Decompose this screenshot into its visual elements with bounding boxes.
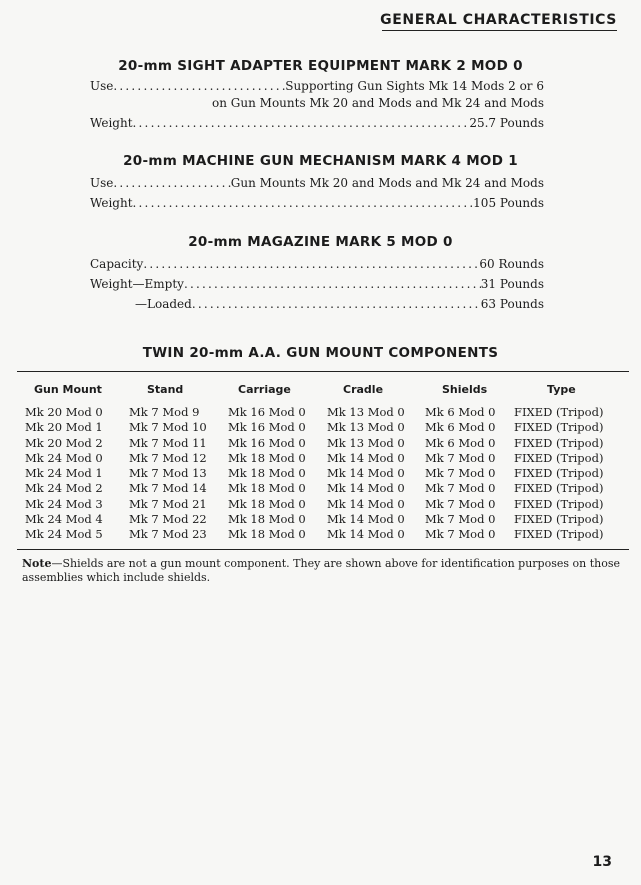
cell-gun-mount: Mk 24 Mod 1 — [25, 466, 103, 481]
table-row — [0, 527, 641, 542]
cell-type: FIXED (Tripod) — [514, 435, 604, 450]
table-rule-bottom — [17, 549, 629, 550]
cell-cradle: Mk 13 Mod 0 — [327, 405, 405, 419]
spec-value: 105 Pounds — [473, 196, 544, 210]
cell-carriage: Mk 18 Mod 0 — [228, 527, 306, 542]
table-row — [0, 451, 641, 466]
cell-gun-mount: Mk 20 Mod 0 — [25, 405, 103, 419]
cell-type: FIXED (Tripod) — [514, 527, 604, 542]
spec-value: 60 Rounds — [479, 257, 544, 271]
cell-type: FIXED (Tripod) — [514, 512, 604, 527]
leader-dots — [184, 277, 481, 291]
table-row — [0, 512, 641, 527]
cell-type: FIXED (Tripod) — [514, 420, 604, 435]
table-body — [0, 405, 641, 543]
table-rule-top — [17, 371, 629, 372]
table-title: TWIN 20-mm A.A. GUN MOUNT COMPONENTS — [142, 345, 499, 361]
cell-cradle: Mk 14 Mod 0 — [327, 481, 405, 496]
spec-label: Use — [90, 176, 114, 190]
cell-gun-mount: Mk 24 Mod 0 — [25, 450, 103, 465]
leader-dots — [143, 257, 479, 271]
cell-shields: Mk 6 Mod 0 — [425, 420, 496, 435]
header-title: GENERAL CHARACTERISTICS — [380, 12, 617, 28]
spec-value: Supporting Gun Sights Mk 14 Mods 2 or 6 — [285, 79, 544, 93]
leader-dots — [133, 196, 474, 210]
spec-label: Weight — [90, 196, 133, 210]
column-header-type: Type — [547, 383, 576, 396]
cell-gun-mount: Mk 20 Mod 1 — [25, 420, 103, 435]
spec-label: Use — [90, 79, 114, 93]
cell-cradle: Mk 14 Mod 0 — [327, 527, 405, 542]
cell-stand: Mk 7 Mod 10 — [129, 420, 207, 435]
cell-gun-mount: Mk 24 Mod 3 — [25, 496, 103, 511]
cell-type: FIXED (Tripod) — [514, 481, 604, 496]
note-text: —Shields are not a gun mount component. They are shown above for identification purposes on those assemblies which include shields. — [22, 557, 620, 584]
spec-label: Capacity — [90, 257, 144, 271]
cell-type: FIXED (Tripod) — [514, 466, 604, 481]
column-header-shields: Shields — [442, 383, 488, 396]
leader-dots — [113, 79, 285, 93]
cell-shields: Mk 7 Mod 0 — [425, 496, 496, 511]
leader-dots — [133, 116, 470, 130]
note-label: Note — [22, 557, 52, 570]
table-row — [0, 481, 641, 496]
leader-dots — [113, 176, 230, 190]
column-header-cradle: Cradle — [343, 383, 384, 396]
cell-cradle: Mk 14 Mod 0 — [327, 450, 405, 465]
cell-carriage: Mk 16 Mod 0 — [228, 405, 306, 419]
page-number: 13 — [592, 854, 612, 870]
spec-line-capacity — [90, 257, 544, 271]
spec-label: Weight — [90, 116, 133, 130]
cell-stand: Mk 7 Mod 11 — [129, 435, 207, 450]
cell-shields: Mk 7 Mod 0 — [425, 450, 496, 465]
cell-stand: Mk 7 Mod 23 — [129, 527, 207, 542]
cell-shields: Mk 6 Mod 0 — [425, 435, 496, 450]
cell-carriage: Mk 16 Mod 0 — [228, 435, 306, 450]
column-header-gun-mount: Gun Mount — [34, 383, 102, 396]
spec-line-use — [90, 176, 544, 190]
cell-gun-mount: Mk 24 Mod 5 — [25, 527, 103, 542]
cell-shields: Mk 7 Mod 0 — [425, 466, 496, 481]
cell-shields: Mk 7 Mod 0 — [425, 481, 496, 496]
cell-cradle: Mk 14 Mod 0 — [327, 466, 405, 481]
table-row — [0, 436, 641, 451]
cell-shields: Mk 6 Mod 0 — [425, 405, 496, 419]
cell-shields: Mk 7 Mod 0 — [425, 527, 496, 542]
table-row — [0, 466, 641, 481]
table-row — [0, 420, 641, 435]
cell-stand: Mk 7 Mod 22 — [129, 512, 207, 527]
cell-carriage: Mk 18 Mod 0 — [228, 481, 306, 496]
cell-cradle: Mk 13 Mod 0 — [327, 420, 405, 435]
cell-type: FIXED (Tripod) — [514, 405, 604, 419]
table-row — [0, 405, 641, 420]
cell-shields: Mk 7 Mod 0 — [425, 512, 496, 527]
cell-carriage: Mk 18 Mod 0 — [228, 450, 306, 465]
spec-line-weight — [90, 196, 544, 210]
section-title-magazine: 20-mm MAGAZINE MARK 5 MOD 0 — [188, 234, 453, 250]
cell-gun-mount: Mk 24 Mod 4 — [25, 512, 103, 527]
spec-value: 25.7 Pounds — [469, 116, 544, 130]
header-rule — [382, 30, 617, 31]
cell-carriage: Mk 18 Mod 0 — [228, 466, 306, 481]
spec-line-weight — [90, 116, 544, 130]
spec-line-use — [90, 79, 544, 93]
cell-stand: Mk 7 Mod 14 — [129, 481, 207, 496]
section-title-sight-adapter: 20-mm SIGHT ADAPTER EQUIPMENT MARK 2 MOD 0 — [118, 58, 523, 74]
spec-line-weight-loaded — [135, 297, 544, 311]
spec-value: 31 Pounds — [480, 277, 544, 291]
cell-stand: Mk 7 Mod 13 — [129, 466, 207, 481]
spec-label: —Loaded — [135, 297, 192, 311]
cell-carriage: Mk 18 Mod 0 — [228, 512, 306, 527]
cell-stand: Mk 7 Mod 9 — [129, 405, 200, 419]
spec-value: 63 Pounds — [480, 297, 544, 311]
section-title-machine-gun-mechanism: 20-mm MACHINE GUN MECHANISM MARK 4 MOD 1 — [123, 153, 518, 169]
cell-gun-mount: Mk 20 Mod 2 — [25, 435, 103, 450]
spec-continuation: on Gun Mounts Mk 20 and Mods and Mk 24 and Mods — [212, 96, 544, 110]
leader-dots — [192, 297, 481, 311]
table-row — [0, 497, 641, 512]
footnote — [22, 557, 622, 585]
spec-value: Gun Mounts Mk 20 and Mods and Mk 24 and Mods — [230, 176, 544, 190]
cell-cradle: Mk 14 Mod 0 — [327, 496, 405, 511]
cell-stand: Mk 7 Mod 21 — [129, 496, 207, 511]
cell-carriage: Mk 18 Mod 0 — [228, 496, 306, 511]
cell-cradle: Mk 14 Mod 0 — [327, 512, 405, 527]
cell-stand: Mk 7 Mod 12 — [129, 450, 207, 465]
spec-label: Weight—Empty — [90, 277, 184, 291]
cell-carriage: Mk 16 Mod 0 — [228, 420, 306, 435]
column-header-stand: Stand — [147, 383, 184, 396]
cell-type: FIXED (Tripod) — [514, 496, 604, 511]
spec-line-weight-empty — [90, 277, 544, 291]
column-header-carriage: Carriage — [238, 383, 291, 396]
cell-type: FIXED (Tripod) — [514, 450, 604, 465]
cell-gun-mount: Mk 24 Mod 2 — [25, 481, 103, 496]
cell-cradle: Mk 13 Mod 0 — [327, 435, 405, 450]
